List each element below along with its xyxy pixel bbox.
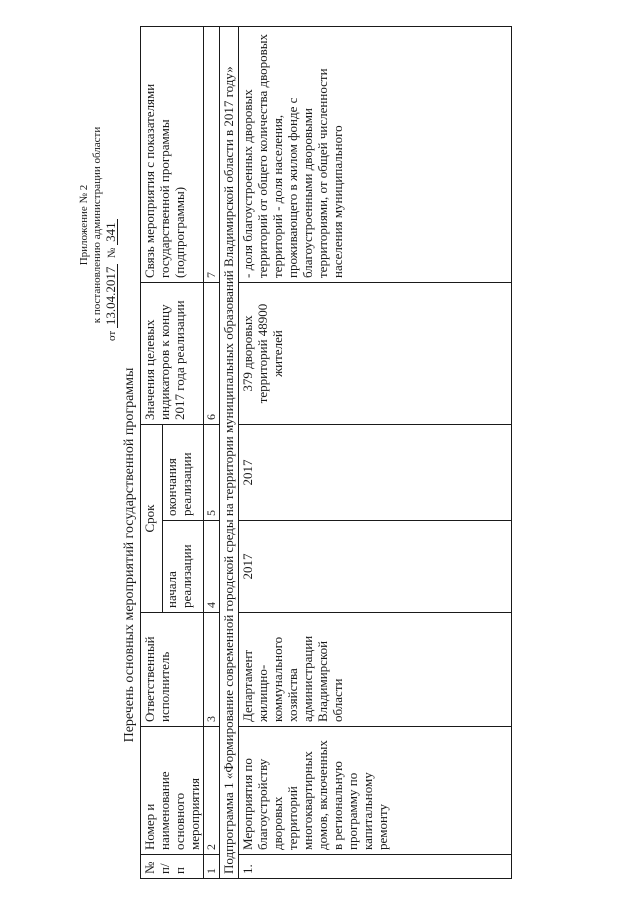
subprogram-row [220,27,239,879]
row-executor: Департамент жилищно-коммунального хозяйства администрации Владимирской области [239,613,512,727]
header-col5: окончания реализации [163,425,204,521]
decree-date: 13.04.2017 [104,264,118,329]
appendix-date-number-line [104,105,119,345]
column-number: 7 [204,27,220,283]
header-col3: Ответственный исполнитель [141,613,204,727]
header-col1: № п/п [141,855,204,879]
column-numbers-row [204,27,220,879]
row-link-indicators: - доля благоустроенных дворовых территорий от общего количества дворовых территорий - доля населения, проживающего в жилом фонде с благоустроенными дворовыми территориями, от общей численности населения муниципального [240,33,345,278]
column-number: 5 [204,425,220,521]
appendix-block [78,105,119,345]
measures-table [140,26,512,879]
header-col4: начала реализации [163,521,204,613]
column-number: 3 [204,613,220,727]
header-period: Срок [141,425,163,613]
decree-number: 341 [104,219,118,245]
subprogram-title: Подпрограмма 1 «Формирование современной городской среды на территории муниципальных образований Владимирской области в 2017 году» [220,27,239,879]
appendix-title: Приложение № 2 [78,184,90,266]
row-indicators: 379 дворовых территорий 48900 жителей [239,283,512,425]
document-title: Перечень основных мероприятий государственной программы [122,367,137,743]
number-label: № [106,247,118,259]
row-number: 1. [239,855,512,879]
row-start-year: 2017 [239,521,512,613]
column-number: 2 [204,727,220,855]
column-number: 4 [204,521,220,613]
column-number: 1 [204,855,220,879]
header-col6: Значения целевых индикаторов к концу 2017 года реализации [141,283,204,425]
header-row-1 [141,27,163,879]
column-number: 6 [204,283,220,425]
from-label: от [106,330,118,341]
header-col7: Связь мероприятия с показателями государственной программы (подпрограммы) [141,27,204,283]
header-col2: Номер и наименование основного мероприятия [141,727,204,855]
row-end-year: 2017 [239,425,512,521]
row-measure-name: Мероприятия по благоустройству дворовых территорий многоквартирных домов, включенных в региональную программу по капитальному ремонту [239,727,512,855]
appendix-decree-line: к постановлению администрации области [91,126,103,324]
row-link-cell [239,27,512,283]
table-row [239,27,512,879]
